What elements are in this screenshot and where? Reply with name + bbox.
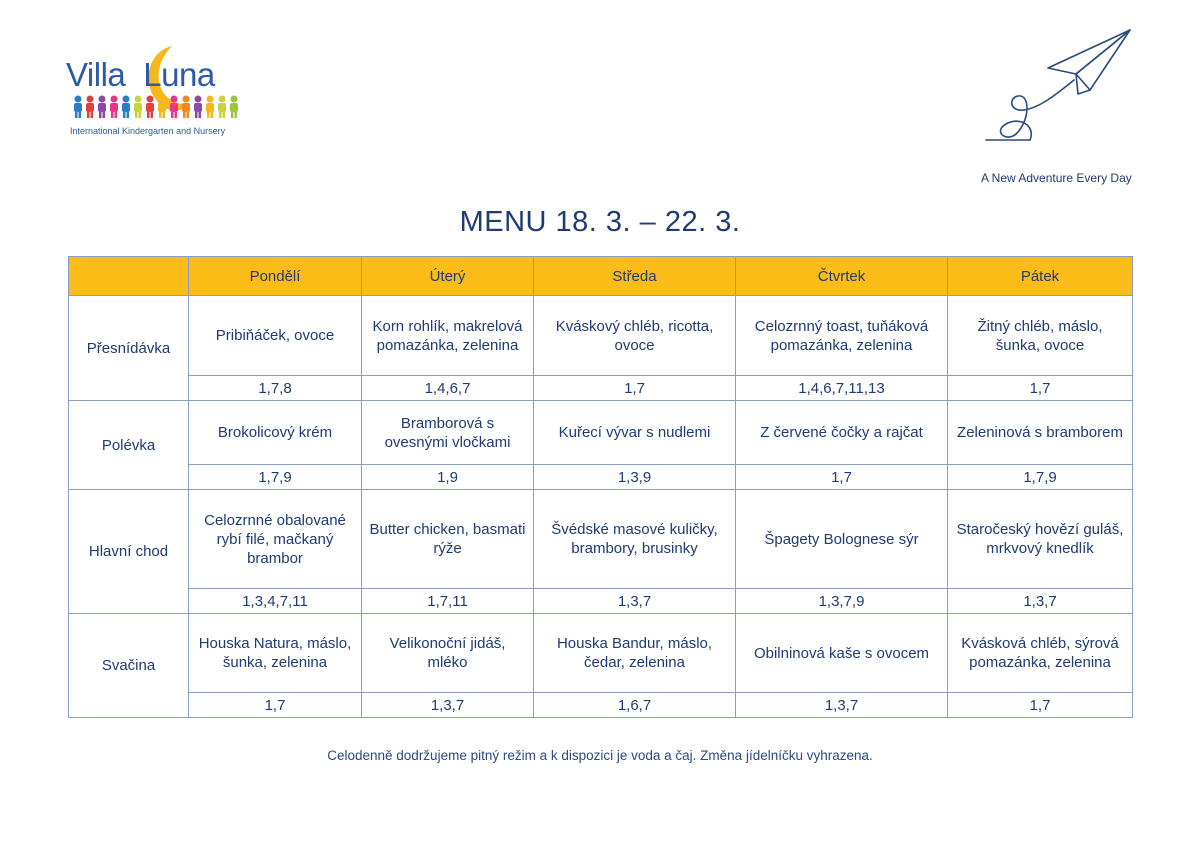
dish-cell: Pribiňáček, ovoce: [189, 296, 362, 376]
allergen-cell: 1,3,7,9: [736, 589, 948, 614]
dish-cell: Z červené čočky a rajčat: [736, 401, 948, 465]
dish-cell: Švédské masové kuličky, brambory, brusinky: [534, 490, 736, 589]
allergen-row: [69, 693, 1133, 718]
meal-label: Hlavní chod: [69, 490, 189, 614]
dish-cell: Zeleninová s bramborem: [948, 401, 1133, 465]
allergen-cell: 1,7: [736, 465, 948, 490]
dish-cell: Houska Bandur, máslo, čedar, zelenina: [534, 614, 736, 693]
allergen-cell: 1,7: [534, 376, 736, 401]
page-title: MENU 18. 3. – 22. 3.: [459, 206, 741, 238]
table-row: [69, 490, 1133, 589]
allergen-cell: 1,4,6,7,11,13: [736, 376, 948, 401]
slogan: A New Adventure Every Day: [981, 171, 1132, 185]
allergen-cell: 1,3,4,7,11: [189, 589, 362, 614]
allergen-cell: 1,3,7: [362, 693, 534, 718]
paper-plane-icon: [980, 28, 1140, 158]
day-header: Čtvrtek: [736, 257, 948, 296]
allergen-cell: 1,3,7: [948, 589, 1133, 614]
day-header: Středa: [534, 257, 736, 296]
allergen-cell: 1,3,7: [534, 589, 736, 614]
menu-table: [68, 256, 1133, 718]
dish-cell: Kváskový chléb, ricotta, ovoce: [534, 296, 736, 376]
dish-cell: Bramborová s ovesnými vločkami: [362, 401, 534, 465]
allergen-cell: 1,7,8: [189, 376, 362, 401]
villa-luna-logo: [66, 44, 256, 140]
dish-cell: Celozrnný toast, tuňáková pomazánka, zelenina: [736, 296, 948, 376]
allergen-row: [69, 376, 1133, 401]
allergen-row: [69, 589, 1133, 614]
allergen-cell: 1,9: [362, 465, 534, 490]
allergen-cell: 1,3,9: [534, 465, 736, 490]
dish-cell: Butter chicken, basmati rýže: [362, 490, 534, 589]
table-row: [69, 296, 1133, 376]
table-header-row: [69, 257, 1133, 296]
day-header: Pondělí: [189, 257, 362, 296]
dish-cell: Korn rohlík, makrelová pomazánka, zelenina: [362, 296, 534, 376]
allergen-cell: 1,7: [948, 376, 1133, 401]
dish-cell: Houska Natura, máslo, šunka, zelenina: [189, 614, 362, 693]
dish-cell: Celozrnné obalované rybí filé, mačkaný brambor: [189, 490, 362, 589]
logo-subtitle: International Kindergarten and Nursery: [70, 126, 226, 136]
dish-cell: Staročeský hovězí guláš, mrkvový knedlík: [948, 490, 1133, 589]
allergen-cell: 1,6,7: [534, 693, 736, 718]
table-row: [69, 401, 1133, 465]
table-row: [69, 614, 1133, 693]
dish-cell: Obilninová kaše s ovocem: [736, 614, 948, 693]
day-header: Úterý: [362, 257, 534, 296]
allergen-cell: 1,7: [189, 693, 362, 718]
allergen-cell: 1,7: [948, 693, 1133, 718]
dish-cell: Žitný chléb, máslo, šunka, ovoce: [948, 296, 1133, 376]
allergen-cell: 1,7,11: [362, 589, 534, 614]
dish-cell: Brokolicový krém: [189, 401, 362, 465]
dish-cell: Kuřecí vývar s nudlemi: [534, 401, 736, 465]
day-header: Pátek: [948, 257, 1133, 296]
children-figures-icon: [72, 94, 240, 120]
allergen-cell: 1,3,7: [736, 693, 948, 718]
dish-cell: Špagety Bolognese sýr: [736, 490, 948, 589]
logo-word-villa: Villa: [66, 56, 126, 93]
allergen-cell: 1,7,9: [189, 465, 362, 490]
meal-label: Přesnídávka: [69, 296, 189, 401]
footer-note: Celodenně dodržujeme pitný režim a k dispozici je voda a čaj. Změna jídelníčku vyhrazena.: [327, 748, 873, 763]
logo-word-luna: Luna: [143, 56, 215, 93]
meal-label: Polévka: [69, 401, 189, 490]
meal-label: Svačina: [69, 614, 189, 718]
dish-cell: Velikonoční jidáš, mléko: [362, 614, 534, 693]
header-corner-cell: [69, 257, 189, 296]
allergen-row: [69, 465, 1133, 490]
dish-cell: Kvásková chléb, sýrová pomazánka, zelenina: [948, 614, 1133, 693]
allergen-cell: 1,4,6,7: [362, 376, 534, 401]
allergen-cell: 1,7,9: [948, 465, 1133, 490]
